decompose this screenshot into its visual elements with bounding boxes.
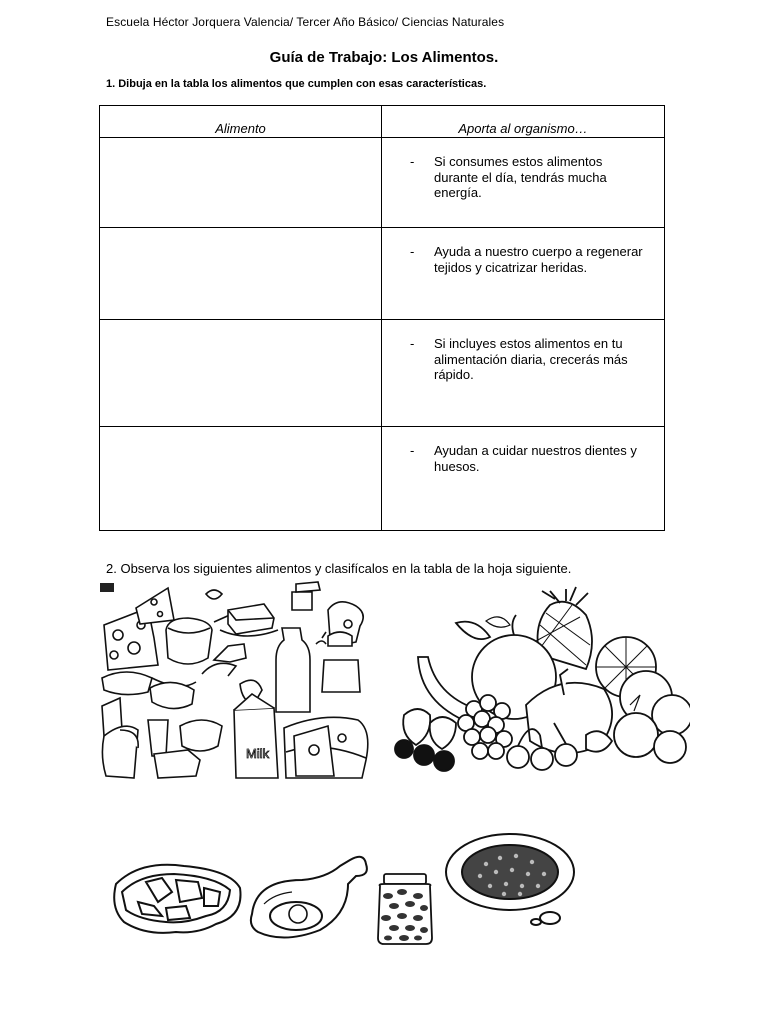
instruction-2: 2. Observa los siguientes alimentos y clasifícalos en la tabla de la hoja siguiente. (106, 561, 572, 576)
instruction-1: 1. Dibuja en la tabla los alimentos que cumplen con esas características. (106, 78, 487, 90)
dash-marker: - (410, 443, 415, 458)
dash-marker: - (410, 154, 415, 169)
milk-carton-label: Milk (246, 746, 270, 761)
nuts-jar-illustration (374, 872, 436, 946)
steak-illustration (106, 858, 246, 942)
contribution-text: Si consumes estos alimentos durante el día, tendrás mucha energía. (434, 154, 607, 200)
school-header: Escuela Héctor Jorquera Valencia/ Tercer Año Básico/ Ciencias Naturales (106, 15, 505, 29)
table-header-row (100, 106, 665, 138)
lentils-plate-illustration (440, 830, 580, 930)
table-row (100, 228, 665, 320)
draw-cell-teeth[interactable] (100, 427, 382, 531)
table-row (100, 320, 665, 427)
draw-cell-growth[interactable] (100, 320, 382, 427)
table-row (100, 138, 665, 228)
contribution-cell (382, 228, 665, 320)
contribution-cell (382, 320, 665, 427)
table-row (100, 427, 665, 531)
fruits-illustration (390, 585, 690, 775)
food-table (99, 105, 665, 531)
dash-marker: - (410, 336, 415, 351)
contribution-text: Si incluyes estos alimentos en tu alimentación diaria, crecerás más rápido. (434, 336, 628, 382)
chicken-and-egg-illustration (244, 850, 374, 946)
contribution-cell (382, 138, 665, 228)
dash-marker: - (410, 244, 415, 259)
contribution-cell (382, 427, 665, 531)
page-title: Guía de Trabajo: Los Alimentos. (269, 49, 499, 66)
contribution-text: Ayudan a cuidar nuestros dientes y huesos. (434, 443, 637, 474)
col-header-contribution: Aporta al organismo… (382, 106, 665, 138)
col-header-food: Alimento (100, 106, 382, 138)
draw-cell-repair[interactable] (100, 228, 382, 320)
contribution-text: Ayuda a nuestro cuerpo a regenerar tejidos y cicatrizar heridas. (434, 244, 643, 275)
dairy-foods-illustration (96, 580, 372, 788)
draw-cell-energy[interactable] (100, 138, 382, 228)
